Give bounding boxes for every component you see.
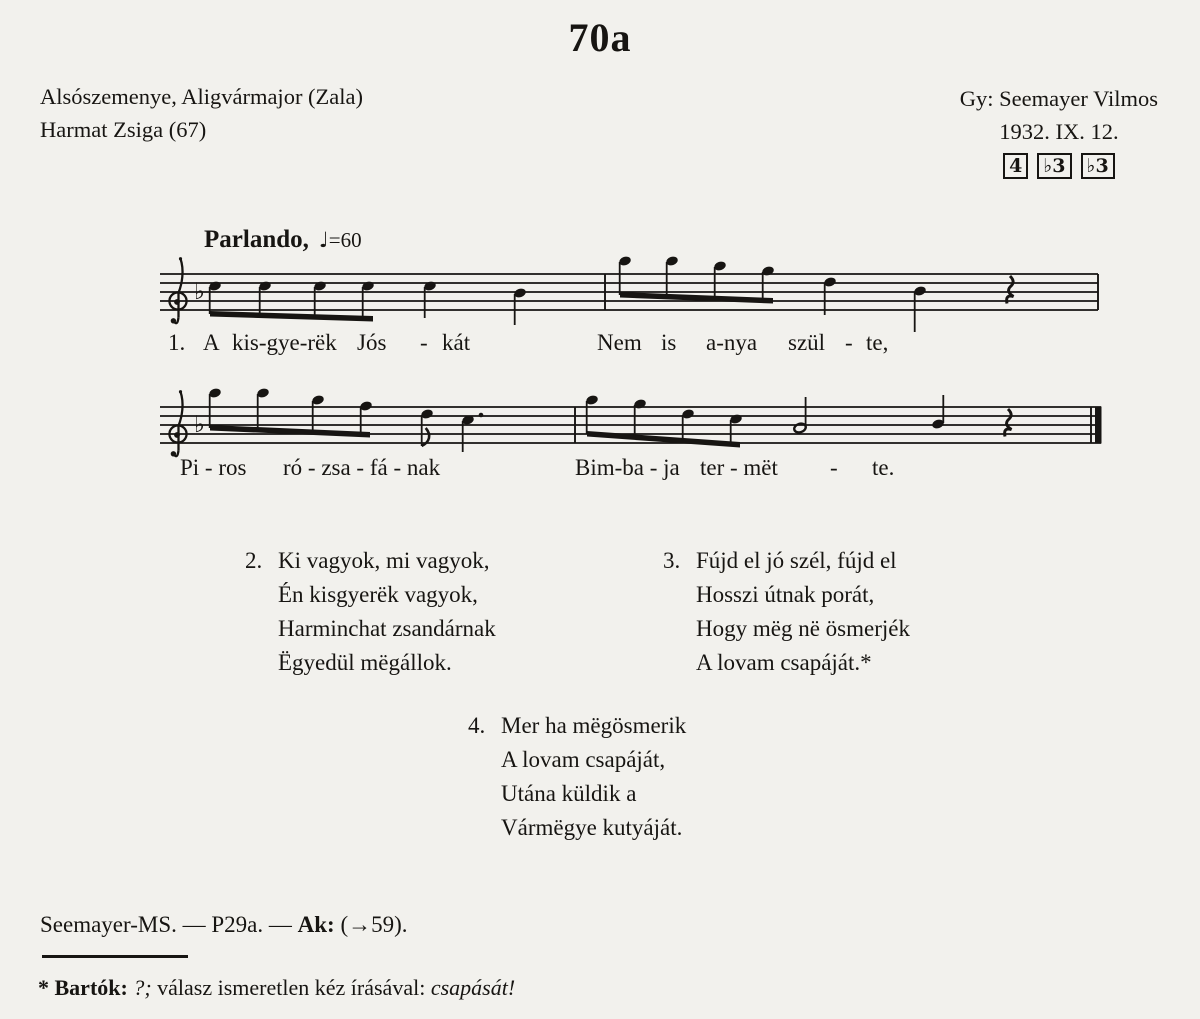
footnote-rule [42,955,188,958]
verse-number: 3. [663,548,681,573]
lyric-syllable: te. [872,455,895,480]
verse-line: Én kisgyerëk vagyok, [278,582,478,607]
source-line [40,912,408,938]
lyric-syllable: - [420,330,428,355]
verse-line: Hosszi útnak porát, [696,582,875,607]
lyric-syllable: a-nya [706,330,758,355]
cadence-box-1: 4 [1003,153,1028,179]
page-title: 70a [568,15,632,60]
verse-line: Utána küldik a [501,781,637,806]
verse-3 [663,544,910,680]
verse-line: Ëgyedül mëgállok. [278,650,452,675]
performer-line: Harmat Zsiga (67) [40,117,207,142]
lyric-syllable: - [830,455,838,480]
lyric-syllable: kis-gye-rëk [232,330,337,355]
quarter-note-icon: ♩ [318,228,329,252]
verse-line: Ki vagyok, mi vagyok, [278,548,490,573]
cadence-box-3: ♭3 [1081,153,1115,179]
verse-2 [245,544,496,680]
tempo-value: =60 [328,228,362,252]
lyric-syllable: 1. [168,330,186,355]
lyric-syllable: - [845,330,853,355]
verse-line: Vármëgye kutyáját. [501,815,683,840]
cadence-box-2: ♭3 [1037,153,1071,179]
lyric-syllable: is [661,330,677,355]
source-text: Seemayer-MS. — P29a. — [40,912,298,937]
lyric-syllable: ró - zsa - fá - nak [283,455,441,480]
verse-line: Hogy mëg në ösmerjék [696,616,910,641]
footnote [38,975,515,1001]
verse-number: 4. [468,713,486,738]
lyric-syllable: Bim-ba - ja [575,455,680,480]
tempo-label: Parlando, [204,226,309,253]
footnote-answer: csapását! [430,975,516,1000]
location-line: Alsószemenye, Aligvármajor (Zala) [40,84,364,109]
lyric-syllable: A [203,330,220,355]
verse-4 [468,709,686,845]
verse-line: Harminchat zsandárnak [278,616,496,641]
verse-line: A lovam csapáját, [501,747,666,772]
source-ref: (→59). [334,912,408,937]
lyric-syllable: Pi - ros [180,455,247,480]
source-ak-label: Ak: [297,912,335,937]
lyric-syllable: ter - mët [700,455,778,480]
lyric-syllable: Nem [597,330,642,355]
footnote-text: válasz ismeretlen kéz írásával: [151,975,431,1000]
svg-text:♭: ♭ [194,412,205,438]
lyric-syllable: kát [442,330,471,355]
svg-text:♭: ♭ [194,279,205,305]
lyric-syllable: szül [788,330,826,355]
footnote-query: ?; [133,975,152,1000]
verse-line: Mer ha mëgösmerik [501,713,687,738]
lyric-syllable: te, [866,330,889,355]
date-line: 1932. IX. 12. [999,119,1119,144]
verse-line: Fújd el jó szél, fújd el [696,548,897,573]
lyric-syllable: Jós [357,330,387,355]
footnote-marker: * Bartók: [38,975,134,1000]
collector-line: Gy: Seemayer Vilmos [959,86,1158,111]
verse-number: 2. [245,548,263,573]
verse-line: A lovam csapáját.* [696,650,872,675]
